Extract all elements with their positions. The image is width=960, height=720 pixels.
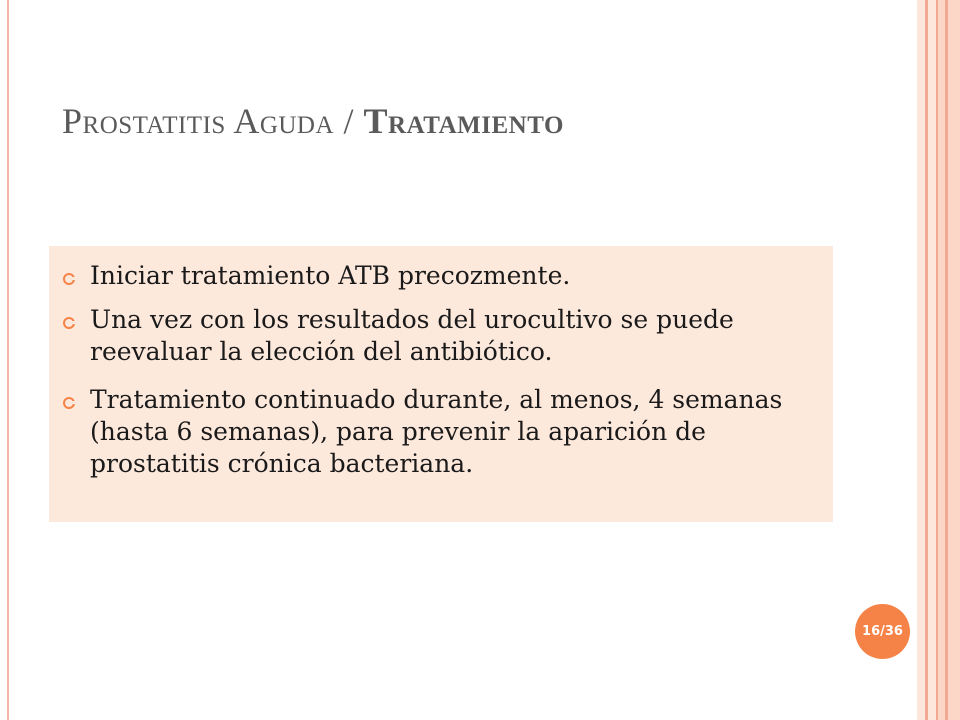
open-circle-bullet-icon bbox=[62, 316, 76, 330]
page-number-badge: 16/36 bbox=[855, 604, 910, 659]
right-frame-band bbox=[945, 0, 948, 720]
slide-title-main: Prostatitis Aguda / bbox=[62, 101, 364, 141]
right-frame-band bbox=[936, 0, 938, 720]
right-frame-band bbox=[938, 0, 960, 720]
right-frame-band bbox=[928, 0, 936, 720]
content-box bbox=[49, 246, 833, 522]
bullet-text: Una vez con los resultados del urocultivo se puede reevaluar la elección del antibiótico. bbox=[90, 305, 734, 366]
slide-title-emphasis: Tratamiento bbox=[363, 101, 564, 141]
bullet-text: Iniciar tratamiento ATB precozmente. bbox=[90, 261, 571, 290]
open-circle-bullet-icon bbox=[62, 396, 76, 410]
open-circle-bullet-icon bbox=[62, 272, 76, 286]
slide-title bbox=[62, 100, 564, 142]
right-frame-band bbox=[917, 0, 925, 720]
bullet-text: Tratamiento continuado durante, al menos, 4 semanas (hasta 6 semanas), para prevenir la aparición de prostatitis crónica bacteriana. bbox=[90, 385, 783, 478]
left-frame-line bbox=[7, 0, 9, 720]
